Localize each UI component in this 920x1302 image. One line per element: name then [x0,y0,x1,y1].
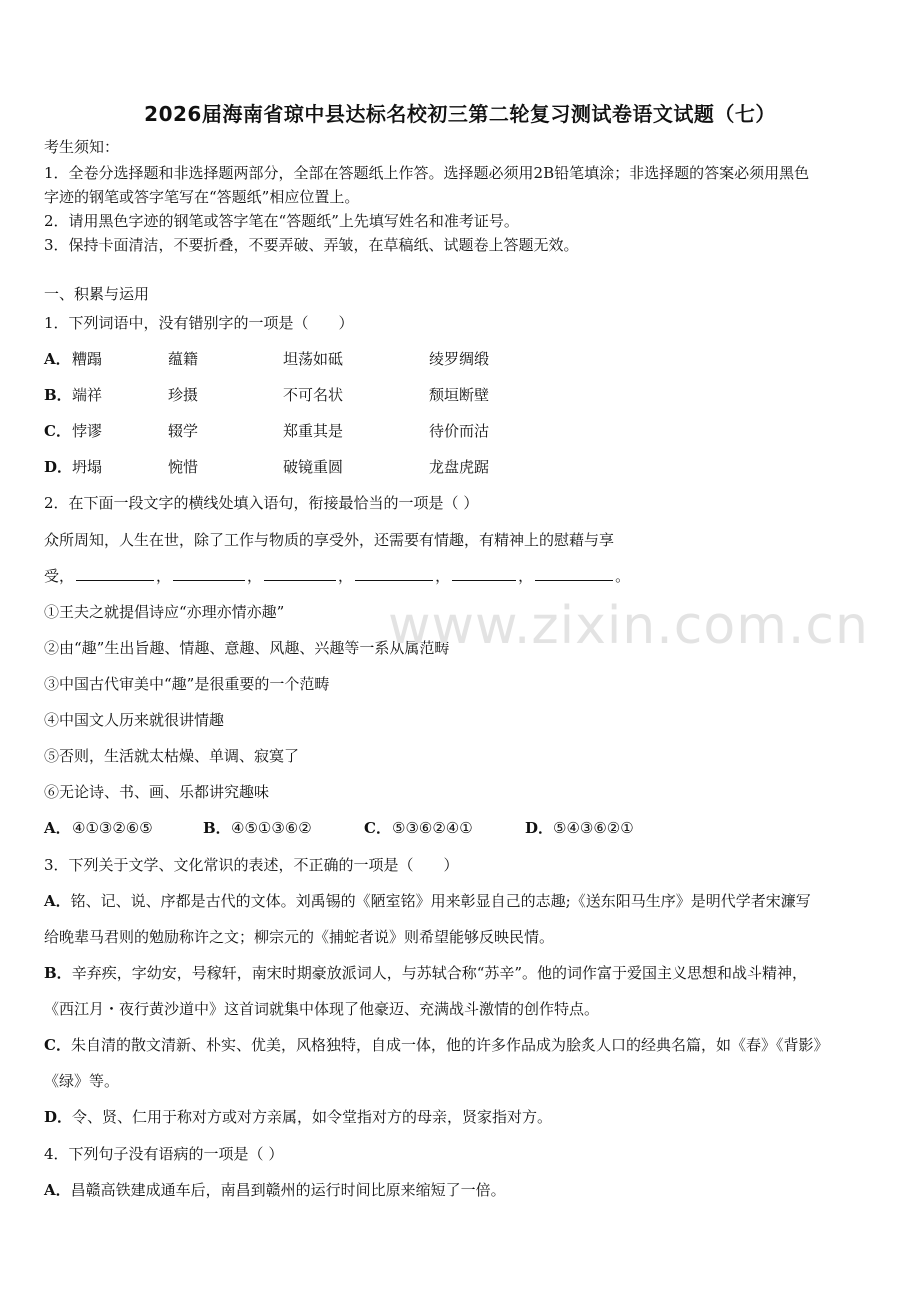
q1-option-label: A． [44,350,71,368]
q2-text: 受， [44,567,75,585]
q1-option-word: 辍学 [168,422,199,440]
q2-choice-label: D． [525,819,554,837]
q2-text: 。 [615,567,631,585]
q1-option-word: 不可名状 [283,386,344,404]
fill-blank[interactable] [173,566,245,581]
q2-sentence: ⑤否则，生活就太枯燥、单调、寂寞了 [44,747,300,765]
q1-option-word: 颓垣断壁 [429,386,490,404]
fill-blank[interactable] [264,566,336,581]
q3-option-label: B． [44,964,72,982]
q2-sentence: ⑥无论诗、书、画、乐都讲究趣味 [44,783,270,801]
q1-option-word: 惋惜 [168,458,199,476]
q3-option-line [44,1107,552,1127]
notice-heading: 考生须知： [44,138,120,156]
q1-option-word: 绫罗绸缎 [429,350,490,368]
q2-text: ， [247,567,263,585]
q1-option-word: 蕴籍 [168,350,199,368]
q3-option-line [44,927,554,947]
q1-option-word: 坦荡如砥 [283,350,344,368]
q4-option-label: A． [44,1181,71,1199]
q2-sentence: ②由“趣”生出旨趣、情趣、意趣、风趣、兴趣等一系从属范畴 [44,639,450,657]
page-title: 2026届海南省琼中县达标名校初三第二轮复习测试卷语文试题（七） [144,102,776,126]
q2-text: ， [338,567,354,585]
q2-choice-text: ④⑤①③⑥② [231,819,312,837]
q3-option-text: 《西江月・夜行黄沙道中》这首词就集中体现了他豪迈、充满战斗激情的创作特点。 [44,1000,600,1018]
q3-option-line [44,963,807,983]
q1-option-word: 待价而沽 [429,422,490,440]
q3-option-text: 给晚辈马君则的勉励称许之文；柳宗元的《捕蛇者说》则希望能够反映民情。 [44,928,555,946]
q2-choice-label: A． [44,819,71,837]
q3-option-line [44,999,599,1019]
q4-option-line [44,1180,506,1200]
q3-option-line [44,1071,119,1091]
q1-option-word: 龙盘虎踞 [429,458,490,476]
notice-item: 字迹的钢笔或答字笔写在“答题纸”相应位置上。 [44,188,360,206]
q1-option-word: 悖谬 [72,422,103,440]
q1-option-word: 破镜重圆 [283,458,344,476]
fill-blank[interactable] [355,566,433,581]
q1-option-word: 糟蹋 [72,350,103,368]
watermark: www.zixin.com.cn [388,596,869,656]
q3-option-text: 《绿》等。 [44,1072,120,1090]
q2-text: ， [518,567,534,585]
q1-option-label: D． [44,458,73,476]
q2-sentence: ①王夫之就提倡诗应“亦理亦情亦趣” [44,603,285,621]
q4-option-text: 昌赣高铁建成通车后，南昌到赣州的运行时间比原来缩短了一倍。 [70,1181,506,1199]
q1-option-word: 端祥 [72,386,103,404]
q2-sentence: ④中国文人历来就很讲情趣 [44,711,225,729]
q3-option-text: 朱自清的散文清新、朴实、优美，风格独特，自成一体，他的许多作品成为脍炙人口的经典名篇，如《春》《背影》 [70,1036,829,1054]
q4-stem: 4．下列句子没有语病的一项是（ ） [44,1145,284,1163]
notice-item: 3．保持卡面清洁，不要折叠，不要弄破、弄皱，在草稿纸、试题卷上答题无效。 [44,236,579,254]
q3-option-label: C． [44,1036,71,1054]
q2-paragraph: 众所周知，人生在世，除了工作与物质的享受外，还需要有情趣，有精神上的慰藉与享 [44,531,615,549]
q2-choice-text: ⑤③⑥②④① [392,819,473,837]
q1-option-word: 坍塌 [72,458,103,476]
notice-item: 1．全卷分选择题和非选择题两部分，全部在答题纸上作答。选择题必须用2B铅笔填涂；非选择题的答案必须用黑色 [44,164,810,182]
q2-sentence: ③中国古代审美中“趣”是很重要的一个范畴 [44,675,330,693]
q3-option-label: D． [44,1108,73,1126]
q3-option-text: 令、贤、仁用于称对方或对方亲属，如令堂指对方的母亲，贤家指对方。 [72,1108,553,1126]
q2-text: ， [156,567,172,585]
q1-stem: 1．下列词语中，没有错别字的一项是（ ） [44,314,354,332]
q1-option-label: C． [44,422,71,440]
q2-paragraph-blanks [44,566,630,586]
q1-option-word: 郑重其是 [283,422,344,440]
q2-choice-text: ⑤④③⑥②① [553,819,634,837]
q2-stem: 2．在下面一段文字的横线处填入语句，衔接最恰当的一项是（ ） [44,494,479,512]
section-heading: 一、积累与运用 [44,285,150,303]
notice-item: 2．请用黑色字迹的钢笔或答字笔在“答题纸”上先填写姓名和准考证号。 [44,212,519,230]
q3-option-label: A． [44,892,71,910]
q1-option-label: B． [44,386,72,404]
fill-blank[interactable] [452,566,516,581]
q3-stem: 3．下列关于文学、文化常识的表述，不正确的一项是（ ） [44,856,459,874]
q2-choice-text: ④①③②⑥⑤ [72,819,153,837]
q2-text: ， [435,567,451,585]
q3-option-line [44,1035,828,1055]
q3-option-text: 辛弃疾，字幼安，号稼轩，南宋时期豪放派词人，与苏轼合称“苏辛”。他的词作富于爱国主义思想和战斗精神， [71,964,808,982]
q2-choice-label: B． [203,819,231,837]
q3-option-line [44,891,811,911]
q1-option-word: 珍摄 [168,386,199,404]
fill-blank[interactable] [76,566,154,581]
q2-choice-label: C． [364,819,391,837]
fill-blank[interactable] [535,566,613,581]
q3-option-text: 铭、记、说、序都是古代的文体。刘禹锡的《陋室铭》用来彰显自己的志趣;《送东阳马生序》是明代学者宋濂写 [70,892,811,910]
